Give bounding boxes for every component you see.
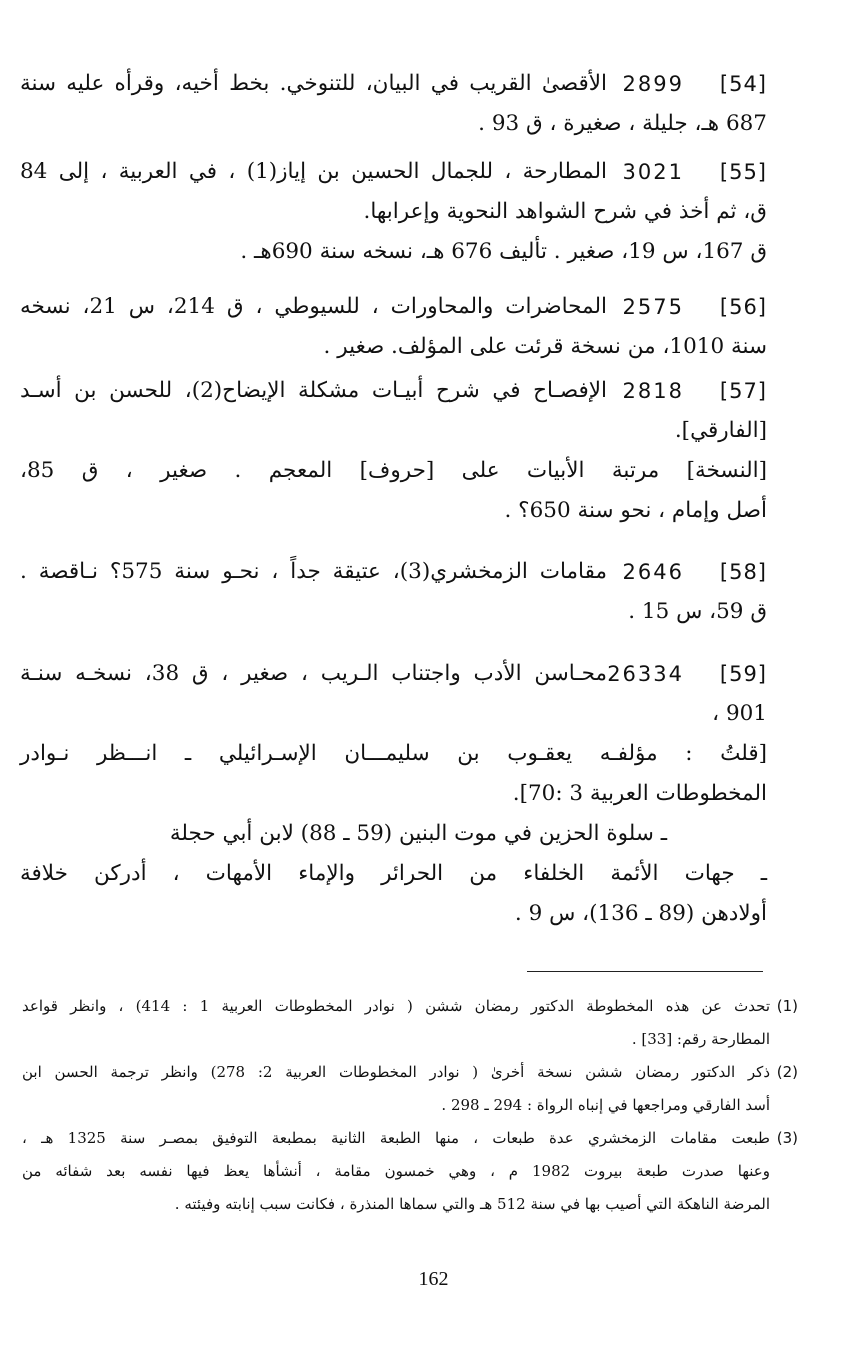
entry-text [20,152,607,192]
entry-note-line: [النسخة] مرتبة الأبيات على [حروف] المعجم . صغير ، ق 85، [20,458,767,483]
entry-number: [57] [719,379,767,403]
entry-number: [59] [719,662,767,686]
footnote-line: تحدث عن هذه المخطوطة الدكتور رمضان ششن ( نوادر المخطوطات العربية 1 : 414) ، وانظر قواعد [22,997,771,1015]
manuscript-code: 26334 [607,662,684,686]
entry-number: [55] [719,160,767,184]
entry-line: مقامات الزمخشري(3)، عتيقة جداً ، نحـو سنة 575؟ نـاقصة . [20,559,608,584]
footnote-line: وعنها صدرت طبعة بيروت 1982 م ، وهي خمسون مقامة ، أنشأها يعظ فيها نفسه بعد شفائه من [22,1162,770,1180]
entry-number: [56] [719,295,767,319]
entry-line: 901 ، [712,701,767,726]
entry-number: [54] [719,72,767,96]
entry-text [20,411,767,531]
footnote [22,1122,798,1221]
entry-line: المطارحة ، للجمال الحسين بن إياز(1) ، في العربية ، إلى 84 [20,159,607,184]
entry-text [20,654,607,694]
footnote [22,990,798,1056]
entry-text [20,287,607,327]
entry-line: محـاسن الأدب واجتناب الـريب ، صغير ، ق 38، نسخـه سنـة [20,661,607,686]
entry-line: 687 هـ، جليلة ، صغيرة ، ق 93 . [478,111,767,136]
footnote-line: طبعت مقامات الزمخشري عدة طبعات ، منها الطبعة الثانية بمطبعة التوفيق بمصـر سنة 1325 هـ ، [22,1129,770,1147]
entry-line: سنة 1010، من نسخة قرئت على المؤلف. صغير . [323,334,767,359]
entry-line: ق، ثم أخذ في شرح الشواهد النحوية وإعرابها. [363,199,767,224]
entry-note-line: [قلتُ : مؤلفـه يعقـوب بن سليمـــان الإسـرائيلي ـ انـــظر نـوادر [20,741,767,766]
footnote-line: المرضة الناهكة التي أصيب بها في سنة 512 هـ والتي سماها المنذرة ، فكانت سبب إنابته وفيئته . [174,1195,770,1213]
manuscript-code: 2646 [622,560,684,584]
entry-line: ق 59، س 15 . [628,599,767,624]
entry-text [20,327,767,367]
footnote-separator [527,971,763,972]
entry-number: [58] [719,560,767,584]
entry-text [20,592,767,632]
entry-text [20,192,767,272]
manuscript-code: 3021 [622,160,684,184]
entry-line: ق 167، س 19، صغير . تأليف 676 هـ، نسخه سنة 690هـ . [240,239,767,264]
entry-note-line: المخطوطات العربية 3 :70]. [512,781,767,806]
entry-text [20,104,767,144]
entry-text [20,371,607,411]
manuscript-code: 2899 [622,72,684,96]
manuscript-code: 2818 [622,379,684,403]
entry-line: المحاضرات والمحاورات ، للسيوطي ، ق 214، س 21، نسخه [20,294,608,319]
entry-text [20,64,607,104]
page-number: 162 [418,1268,449,1290]
entry-note-line: أولادهن (89 ـ 136)، س 9 . [514,901,767,926]
entry-note-line: أصل وإمام ، نحو سنة 650؟ . [504,498,767,523]
footnote-line: ذكر الدكتور رمضان ششن نسخة أخرىٰ ( نوادر المخطوطات العربية 2: 278) وانظر ترجمة الحسن ابن [22,1063,770,1081]
entry-text [20,552,607,592]
manuscript-code: 2575 [622,295,684,319]
entry-text [20,694,767,934]
footnote-line: أسد الفارقي ومراجعها في إنباه الرواة : 294 ـ 298 . [441,1096,770,1114]
footnote [22,1056,798,1122]
footnote-mark: (1) [776,997,798,1015]
entry-note-line: ـ جهات الأئمة الخلفاء من الحرائر والإماء الأمهات ، أدركن خلافة [20,861,767,886]
entry-line: الإفصـاح في شرح أبيـات مشكلة الإيضاح(2)، للحسن بن أسـد [20,378,607,403]
entry-note-line: ـ سلوة الحزين في موت البنين (59 ـ 88) لابن أبي حجلة [169,821,667,846]
entry-line: الأقصىٰ القريب في البيان، للتنوخي. بخط أخيه، وقرأه عليه سنة [20,71,607,96]
footnote-mark: (2) [776,1063,798,1081]
footnote-line: المطارحة رقم: [33] . [631,1030,770,1048]
entry-line: [الفارقي]. [674,418,767,443]
footnotes [22,990,798,1221]
footnote-mark: (3) [776,1129,798,1147]
